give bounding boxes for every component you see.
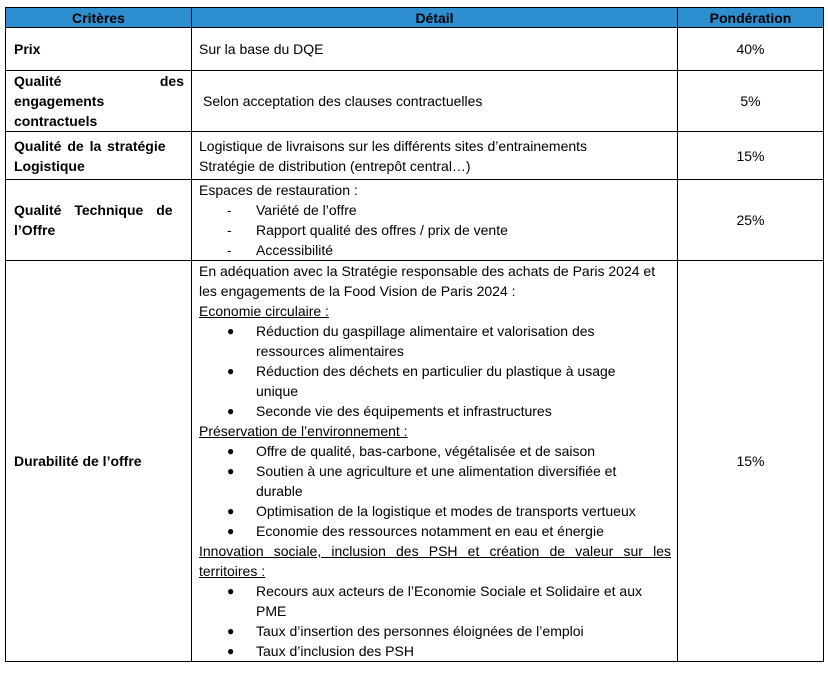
detail-engagements: Selon acceptation des clauses contractuelles [192,71,678,132]
bullet-icon: ● [227,504,235,518]
list-item: ● Offre de qualité, bas-carbone, végétalisée et de saison [227,443,596,459]
section-title-environnement: Préservation de l’environnement : [199,423,408,439]
detail-durabilite [192,261,678,662]
bullet-icon: ● [227,524,235,538]
row-engagements [6,71,824,132]
critere-technique-line2: l’Offre [14,222,56,238]
economie-list [199,321,671,421]
critere-durabilite: Durabilité de l’offre [6,261,192,662]
bullet-icon: ● [227,444,235,458]
list-item: ● Recours aux acteurs de l’Economie Sociale et Solidaire et aux PME [227,583,642,619]
row-technique [6,180,824,261]
row-logistique [6,132,824,180]
durabilite-intro-line1: En adéquation avec la Stratégie responsable des achats de Paris 2024 et [199,263,656,279]
section-title-innovation-line2: territoires : [199,563,266,579]
dash-icon: - [227,222,232,238]
critere-logistique-line1: Qualité de la stratégie [14,137,166,154]
row-durabilite [6,261,824,662]
environnement-list [199,441,671,541]
critere-engagements-word2: des [159,73,184,89]
bullet-icon: ● [227,624,235,638]
section-title-innovation-line1: Innovation sociale, inclusion des PSH et création de valeur sur les [199,543,671,559]
list-item: - Variété de l’offre [227,202,357,218]
ponderation-technique: 25% [678,180,824,261]
list-item: ● Taux d’inclusion des PSH [227,643,414,659]
critere-logistique [6,132,192,180]
criteria-table [5,7,824,662]
detail-logistique [192,132,678,180]
bullet-icon: ● [227,584,235,598]
header-ponderation: Pondération [678,8,824,28]
header-detail: Détail [192,8,678,28]
ponderation-engagements: 5% [678,71,824,132]
list-item: ● Economie des ressources notamment en eau et énergie [227,523,604,539]
ponderation-logistique: 15% [678,132,824,180]
critere-logistique-line2: Logistique [14,157,85,174]
section-title-economie: Economie circulaire : [199,303,329,319]
list-item: ● Réduction du gaspillage alimentaire et valorisation des ressources alimentaires [227,323,595,359]
ponderation-durabilite: 15% [678,261,824,662]
ponderation-prix: 40% [678,28,824,71]
dash-icon: - [227,202,232,218]
detail-logistique-line2: Stratégie de distribution (entrepôt central…) [199,157,471,174]
list-item: ● Seconde vie des équipements et infrastructures [227,403,552,419]
row-prix [6,28,824,71]
bullet-icon: ● [227,464,235,478]
critere-engagements-line3: contractuels [14,113,98,129]
list-item: ● Optimisation de la logistique et modes de transports vertueux [227,503,636,519]
bullet-icon: ● [227,644,235,658]
critere-engagements-line2: engagements [14,93,105,109]
technique-list [199,200,671,260]
header-row [6,8,824,28]
list-item: - Accessibilité [227,242,334,258]
detail-technique-intro: Espaces de restauration : [199,182,358,198]
list-item: ● Taux d’insertion des personnes éloignées de l’emploi [227,623,584,639]
detail-technique [192,180,678,261]
bullet-icon: ● [227,324,235,338]
header-criteres: Critères [6,8,192,28]
dash-icon: - [227,242,232,258]
critere-engagements-word1: Qualité [14,73,62,89]
durabilite-intro-line2: les engagements de la Food Vision de Paris 2024 : [199,283,516,299]
critere-prix: Prix [6,28,192,71]
list-item: ● Réduction des déchets en particulier du plastique à usage unique [227,363,616,399]
detail-logistique-line1: Logistique de livraisons sur les différents sites d’entrainements [199,137,588,154]
critere-engagements [6,71,192,132]
bullet-icon: ● [227,404,235,418]
innovation-list [199,581,671,661]
detail-prix: Sur la base du DQE [192,28,678,71]
critere-technique [6,180,192,261]
critere-technique-line1: Qualité Technique de [14,202,173,218]
list-item: ● Soutien à une agriculture et une alimentation diversifiée et durable [227,463,617,499]
list-item: - Rapport qualité des offres / prix de vente [227,222,508,238]
bullet-icon: ● [227,364,235,378]
